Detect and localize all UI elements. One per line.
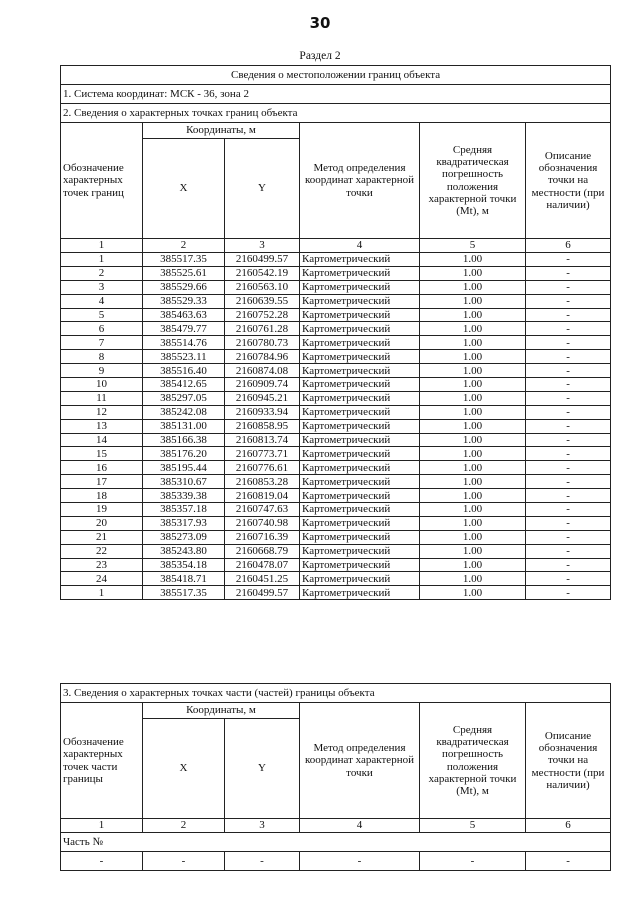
- point-y: 2160499.57: [225, 253, 300, 267]
- part-column-number: 5: [420, 819, 526, 833]
- point-y: 2160819.04: [225, 489, 300, 503]
- point-description: -: [526, 516, 611, 530]
- column-number: 4: [300, 239, 420, 253]
- point-number: 22: [61, 544, 143, 558]
- point-error: 1.00: [420, 280, 526, 294]
- point-y: 2160858.95: [225, 419, 300, 433]
- point-description: -: [526, 364, 611, 378]
- point-y: 2160933.94: [225, 405, 300, 419]
- point-method: Картометрический: [300, 322, 420, 336]
- table-row: [61, 322, 611, 336]
- part-empty-cell: -: [61, 852, 143, 871]
- point-x: 385195.44: [143, 461, 225, 475]
- point-number: 19: [61, 503, 143, 517]
- header-description: Описание обозначения точки на местности (при наличии): [526, 123, 611, 239]
- point-method: Картометрический: [300, 447, 420, 461]
- point-number: 9: [61, 364, 143, 378]
- point-x: 385243.80: [143, 544, 225, 558]
- point-x: 385517.35: [143, 586, 225, 600]
- point-number: 4: [61, 294, 143, 308]
- point-y: 2160747.63: [225, 503, 300, 517]
- point-error: 1.00: [420, 544, 526, 558]
- point-description: -: [526, 280, 611, 294]
- point-error: 1.00: [420, 294, 526, 308]
- table-row: [61, 475, 611, 489]
- point-number: 12: [61, 405, 143, 419]
- point-description: -: [526, 378, 611, 392]
- point-description: -: [526, 586, 611, 600]
- point-x: 385516.40: [143, 364, 225, 378]
- table-row: [61, 461, 611, 475]
- point-x: 385523.11: [143, 350, 225, 364]
- parts-table: [60, 683, 611, 871]
- table-row: [61, 489, 611, 503]
- table-row: [61, 544, 611, 558]
- parts-section-title: 3. Сведения о характерных точках части (частей) границы объекта: [61, 684, 611, 703]
- point-number: 15: [61, 447, 143, 461]
- table-row: [61, 572, 611, 586]
- point-number: 20: [61, 516, 143, 530]
- point-y: 2160716.39: [225, 530, 300, 544]
- point-number: 18: [61, 489, 143, 503]
- table-row: [61, 405, 611, 419]
- point-error: 1.00: [420, 461, 526, 475]
- point-error: 1.00: [420, 336, 526, 350]
- point-y: 2160542.19: [225, 266, 300, 280]
- point-x: 385479.77: [143, 322, 225, 336]
- part-column-number: 3: [225, 819, 300, 833]
- point-number: 8: [61, 350, 143, 364]
- point-description: -: [526, 558, 611, 572]
- point-method: Картометрический: [300, 419, 420, 433]
- point-number: 21: [61, 530, 143, 544]
- point-method: Картометрический: [300, 391, 420, 405]
- point-x: 385514.76: [143, 336, 225, 350]
- point-error: 1.00: [420, 378, 526, 392]
- point-error: 1.00: [420, 405, 526, 419]
- point-x: 385176.20: [143, 447, 225, 461]
- point-y: 2160451.25: [225, 572, 300, 586]
- point-number: 14: [61, 433, 143, 447]
- point-error: 1.00: [420, 516, 526, 530]
- point-error: 1.00: [420, 530, 526, 544]
- table-row: [61, 336, 611, 350]
- table-row: [61, 280, 611, 294]
- table-row: [61, 266, 611, 280]
- part-empty-cell: -: [225, 852, 300, 871]
- point-number: 16: [61, 461, 143, 475]
- point-method: Картометрический: [300, 516, 420, 530]
- point-error: 1.00: [420, 391, 526, 405]
- point-y: 2160639.55: [225, 294, 300, 308]
- point-x: 385166.38: [143, 433, 225, 447]
- header-coordinates: Координаты, м: [143, 123, 300, 139]
- table-row: [61, 516, 611, 530]
- table-row: [61, 350, 611, 364]
- point-description: -: [526, 475, 611, 489]
- point-description: -: [526, 391, 611, 405]
- column-number: 2: [143, 239, 225, 253]
- point-y: 2160776.61: [225, 461, 300, 475]
- table-row: [61, 433, 611, 447]
- point-error: 1.00: [420, 558, 526, 572]
- point-y: 2160773.71: [225, 447, 300, 461]
- header-method: Метод определения координат характерной точки: [300, 123, 420, 239]
- table-row: [61, 294, 611, 308]
- table-row: [61, 391, 611, 405]
- column-number: 5: [420, 239, 526, 253]
- point-error: 1.00: [420, 503, 526, 517]
- point-x: 385310.67: [143, 475, 225, 489]
- part-column-number: 1: [61, 819, 143, 833]
- column-number: 3: [225, 239, 300, 253]
- point-method: Картометрический: [300, 558, 420, 572]
- part-empty-cell: -: [420, 852, 526, 871]
- point-description: -: [526, 322, 611, 336]
- point-error: 1.00: [420, 489, 526, 503]
- point-x: 385273.09: [143, 530, 225, 544]
- section-title: Раздел 2: [299, 50, 341, 62]
- point-method: Картометрический: [300, 350, 420, 364]
- point-x: 385131.00: [143, 419, 225, 433]
- part-header-method: Метод определения координат характерной точки: [300, 703, 420, 819]
- point-method: Картометрический: [300, 503, 420, 517]
- table-row: [61, 447, 611, 461]
- point-description: -: [526, 530, 611, 544]
- part-header-description: Описание обозначения точки на местности (при наличии): [526, 703, 611, 819]
- point-x: 385463.63: [143, 308, 225, 322]
- part-header-error: Средняя квадратическая погрешность положения характерной точки (Mt), м: [420, 703, 526, 819]
- point-description: -: [526, 489, 611, 503]
- point-x: 385418.71: [143, 572, 225, 586]
- point-number: 17: [61, 475, 143, 489]
- point-error: 1.00: [420, 364, 526, 378]
- point-description: -: [526, 266, 611, 280]
- header-x: X: [143, 139, 225, 239]
- point-method: Картометрический: [300, 433, 420, 447]
- point-method: Картометрический: [300, 461, 420, 475]
- point-number: 1: [61, 586, 143, 600]
- point-method: Картометрический: [300, 308, 420, 322]
- point-y: 2160761.28: [225, 322, 300, 336]
- coord-system: 1. Система координат: МСК - 36, зона 2: [61, 85, 611, 104]
- point-error: 1.00: [420, 586, 526, 600]
- point-x: 385242.08: [143, 405, 225, 419]
- point-error: 1.00: [420, 266, 526, 280]
- point-description: -: [526, 572, 611, 586]
- point-method: Картометрический: [300, 253, 420, 267]
- point-y: 2160563.10: [225, 280, 300, 294]
- point-x: 385357.18: [143, 503, 225, 517]
- point-y: 2160784.96: [225, 350, 300, 364]
- point-method: Картометрический: [300, 378, 420, 392]
- point-number: 5: [61, 308, 143, 322]
- point-y: 2160945.21: [225, 391, 300, 405]
- point-error: 1.00: [420, 253, 526, 267]
- point-method: Картометрический: [300, 586, 420, 600]
- point-x: 385529.66: [143, 280, 225, 294]
- point-y: 2160740.98: [225, 516, 300, 530]
- point-method: Картометрический: [300, 475, 420, 489]
- part-column-number: 4: [300, 819, 420, 833]
- point-description: -: [526, 350, 611, 364]
- point-error: 1.00: [420, 322, 526, 336]
- point-method: Картометрический: [300, 544, 420, 558]
- point-y: 2160909.74: [225, 378, 300, 392]
- part-empty-cell: -: [526, 852, 611, 871]
- part-empty-cell: -: [143, 852, 225, 871]
- table-row: [61, 364, 611, 378]
- point-error: 1.00: [420, 419, 526, 433]
- point-number: 10: [61, 378, 143, 392]
- table-row: [61, 378, 611, 392]
- point-y: 2160478.07: [225, 558, 300, 572]
- point-method: Картометрический: [300, 489, 420, 503]
- column-number: 6: [526, 239, 611, 253]
- point-x: 385317.93: [143, 516, 225, 530]
- point-description: -: [526, 461, 611, 475]
- table-row: [61, 586, 611, 600]
- point-method: Картометрический: [300, 530, 420, 544]
- part-header-y: Y: [225, 719, 300, 819]
- point-y: 2160668.79: [225, 544, 300, 558]
- point-method: Картометрический: [300, 280, 420, 294]
- point-number: 13: [61, 419, 143, 433]
- point-error: 1.00: [420, 475, 526, 489]
- point-error: 1.00: [420, 447, 526, 461]
- header-designation: Обозначение характерных точек границ: [61, 123, 143, 239]
- point-method: Картометрический: [300, 405, 420, 419]
- header-y: Y: [225, 139, 300, 239]
- point-y: 2160874.08: [225, 364, 300, 378]
- point-y: 2160780.73: [225, 336, 300, 350]
- table-row: [61, 558, 611, 572]
- main-header: Сведения о местоположении границ объекта: [61, 66, 611, 85]
- part-column-number: 6: [526, 819, 611, 833]
- point-description: -: [526, 336, 611, 350]
- boundary-table: [60, 65, 611, 600]
- point-x: 385529.33: [143, 294, 225, 308]
- point-method: Картометрический: [300, 266, 420, 280]
- point-method: Картометрический: [300, 294, 420, 308]
- point-number: 7: [61, 336, 143, 350]
- header-error: Средняя квадратическая погрешность положения характерной точки (Mt), м: [420, 123, 526, 239]
- point-error: 1.00: [420, 308, 526, 322]
- point-description: -: [526, 544, 611, 558]
- point-number: 6: [61, 322, 143, 336]
- part-label: Часть №: [61, 833, 611, 852]
- point-y: 2160853.28: [225, 475, 300, 489]
- point-x: 385517.35: [143, 253, 225, 267]
- point-description: -: [526, 294, 611, 308]
- point-x: 385297.05: [143, 391, 225, 405]
- point-description: -: [526, 503, 611, 517]
- point-number: 2: [61, 266, 143, 280]
- part-header-coordinates: Координаты, м: [143, 703, 300, 719]
- table-row: [61, 253, 611, 267]
- point-method: Картометрический: [300, 572, 420, 586]
- point-error: 1.00: [420, 433, 526, 447]
- point-description: -: [526, 405, 611, 419]
- column-number: 1: [61, 239, 143, 253]
- point-x: 385354.18: [143, 558, 225, 572]
- part-header-designation: Обозначение характерных точек части границы: [61, 703, 143, 819]
- part-header-x: X: [143, 719, 225, 819]
- page-number: 30: [309, 14, 331, 32]
- table-row: [61, 503, 611, 517]
- point-number: 23: [61, 558, 143, 572]
- table-row: [61, 308, 611, 322]
- part-column-number: 2: [143, 819, 225, 833]
- table-row: [61, 419, 611, 433]
- point-description: -: [526, 308, 611, 322]
- point-description: -: [526, 447, 611, 461]
- point-description: -: [526, 433, 611, 447]
- point-method: Картометрический: [300, 364, 420, 378]
- point-method: Картометрический: [300, 336, 420, 350]
- point-number: 24: [61, 572, 143, 586]
- part-empty-cell: -: [300, 852, 420, 871]
- point-number: 1: [61, 253, 143, 267]
- point-error: 1.00: [420, 350, 526, 364]
- point-x: 385525.61: [143, 266, 225, 280]
- point-y: 2160752.28: [225, 308, 300, 322]
- table-row: [61, 530, 611, 544]
- point-y: 2160813.74: [225, 433, 300, 447]
- point-description: -: [526, 253, 611, 267]
- point-x: 385412.65: [143, 378, 225, 392]
- point-x: 385339.38: [143, 489, 225, 503]
- point-number: 3: [61, 280, 143, 294]
- point-error: 1.00: [420, 572, 526, 586]
- point-description: -: [526, 419, 611, 433]
- points-section-title: 2. Сведения о характерных точках границ объекта: [61, 104, 611, 123]
- point-y: 2160499.57: [225, 586, 300, 600]
- point-number: 11: [61, 391, 143, 405]
